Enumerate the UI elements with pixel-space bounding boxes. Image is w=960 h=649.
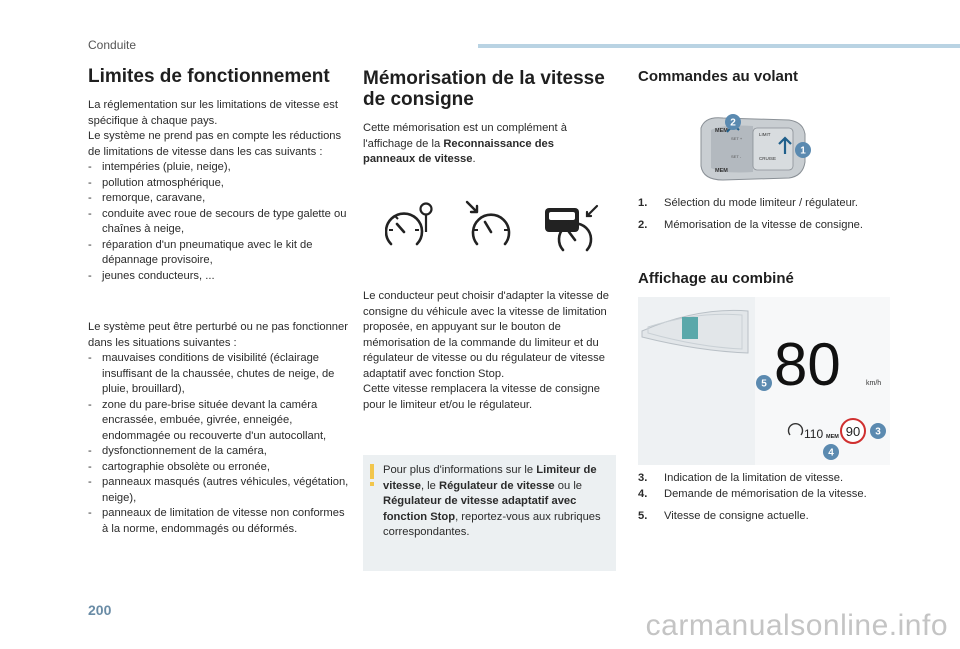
cruise-label: CRUISE xyxy=(759,156,777,161)
limits-para-3: Le système peut être perturbé ou ne pas fonctionner dans les situations suivantes : xyxy=(88,321,348,349)
speed-unit: km/h xyxy=(866,380,882,387)
intro-end: . xyxy=(472,153,476,165)
list-item xyxy=(638,196,893,212)
item-number: 3. xyxy=(638,472,648,484)
list-item xyxy=(638,487,893,503)
list-item: - panneaux de limitation de vitesse non conformes à la norme, endommagés ou déformés. xyxy=(88,506,350,537)
memorisation-body xyxy=(363,289,616,413)
intro-text: Cette mémorisation est un complément à l'affichage de la xyxy=(363,122,567,150)
list-item: - zone du pare-brise située devant la caméra encrassée, embuée, givrée, enneigée, endommagée ou recouverte d'un autocollant, xyxy=(88,398,350,445)
info-text xyxy=(383,463,605,541)
steering-items xyxy=(638,196,893,233)
memorisation-body-2: Cette vitesse remplacera la vitesse de consigne pour le limiteur et/ou le régulateur. xyxy=(363,383,600,411)
list-item: - intempéries (pluie, neige), xyxy=(88,160,350,176)
info-t1: Pour plus d'informations sur le xyxy=(383,464,537,476)
list-item: - cartographie obsolète ou erronée, xyxy=(88,460,350,476)
memorisation-body-1: Le conducteur peut choisir d'adapter la vitesse de consigne du véhicule avec la vitesse de limitation proposée, en appuyant sur le bouton de mémorisation de la commande du limiteur et du régulateur de vitesse ou du régulateur de vitesse adaptatif avec fonction Stop. xyxy=(363,290,609,380)
info-t2: , le xyxy=(420,479,439,492)
mem-label-bottom: MEM xyxy=(715,168,728,174)
badge-5-label: 5 xyxy=(761,378,767,390)
info-icon xyxy=(370,464,374,479)
list-item: - conduite avec roue de secours de type galette ou chaînes à neige, xyxy=(88,207,350,238)
limits-para-2: Le système ne prend pas en compte les réductions de limitations de vitesse dans les cas suivants : xyxy=(88,130,342,158)
mem-label-top: MEM xyxy=(715,128,728,134)
badge-4-label: 4 xyxy=(828,447,834,459)
list-item: - jeunes conducteurs, ... xyxy=(88,269,350,285)
set-minus-label: SET - xyxy=(731,154,742,159)
item-text: Vitesse de consigne actuelle. xyxy=(664,510,809,522)
speed-limit-value: 90 xyxy=(845,424,861,439)
cluster-items xyxy=(638,471,893,525)
badge-3-label: 3 xyxy=(875,426,881,438)
limits-text xyxy=(88,98,350,284)
set-plus-label: SET + xyxy=(731,136,743,141)
info-note xyxy=(363,455,616,571)
info-b1: Limiteur de vitesse xyxy=(383,464,597,492)
item-text: Mémorisation de la vitesse de consigne. xyxy=(664,218,863,231)
steering-control-illustration xyxy=(693,110,843,185)
item-number: 5. xyxy=(638,510,648,522)
item-text: Demande de mémorisation de la vitesse. xyxy=(664,487,867,500)
set-speed: 110 xyxy=(804,427,824,441)
info-b2: Régulateur de vitesse xyxy=(439,479,555,492)
limits-title: Limites de fonctionnement xyxy=(88,66,330,87)
memorisation-intro xyxy=(363,121,593,168)
limits-para-1: La réglementation sur les limitations de vitesse est spécifique à chaque pays. xyxy=(88,99,338,127)
info-t3: ou le xyxy=(554,479,583,492)
info-b3: Régulateur de vitesse adaptatif avec fonction Stop xyxy=(383,495,577,523)
badge-1-label: 1 xyxy=(800,145,806,157)
limits-list-2 xyxy=(88,351,350,537)
mem-indicator: MEM xyxy=(826,434,839,440)
item-number: 1. xyxy=(638,197,648,209)
list-item: - réparation d'un pneumatique avec le kit de dépannage provisoire, xyxy=(88,238,350,269)
item-text: Indication de la limitation de vitesse. xyxy=(664,472,844,484)
list-item: - pollution atmosphérique, xyxy=(88,176,350,192)
adaptive-cruise-icon xyxy=(541,200,601,252)
list-item: - mauvaises conditions de visibilité (éclairage insuffisant de la chaussée, chutes de neige, de pluie, brouillard), xyxy=(88,351,350,398)
cluster-display-title: Affichage au combiné xyxy=(638,270,794,287)
limits-text-2 xyxy=(88,320,350,537)
list-item: - remorque, caravane, xyxy=(88,191,350,207)
speed-limit-recognition-icon xyxy=(385,200,437,252)
badge-2-label: 2 xyxy=(730,117,736,129)
limit-label: LIMIT xyxy=(759,132,771,137)
watermark: carmanualsonline.info xyxy=(645,609,948,642)
header-accent-bar xyxy=(478,44,960,48)
intro-bold: Reconnaissance des panneaux de vitesse xyxy=(363,137,554,165)
list-item: - dysfonctionnement de la caméra, xyxy=(88,444,350,460)
speed-memorisation-icon xyxy=(465,200,517,252)
section-label: Conduite xyxy=(88,38,137,52)
limits-list-1 xyxy=(88,160,350,284)
list-item xyxy=(638,509,893,525)
list-item xyxy=(638,471,893,487)
page-number: 200 xyxy=(88,602,112,618)
list-item xyxy=(638,218,893,234)
steering-controls-title: Commandes au volant xyxy=(638,68,799,85)
item-number: 2. xyxy=(638,218,648,231)
item-text: Sélection du mode limiteur / régulateur. xyxy=(664,197,859,209)
info-t4: , reportez-vous aux rubriques correspondantes. xyxy=(383,510,601,538)
item-number: 4. xyxy=(638,487,648,500)
list-item: - panneaux masqués (autres véhicules, végétation, neige), xyxy=(88,475,350,506)
memorisation-title: Mémorisation de la vitesse de consigne xyxy=(363,68,605,110)
speed-icons-row xyxy=(385,198,605,258)
current-speed: 80 xyxy=(774,331,841,398)
instrument-cluster-illustration xyxy=(638,297,890,465)
